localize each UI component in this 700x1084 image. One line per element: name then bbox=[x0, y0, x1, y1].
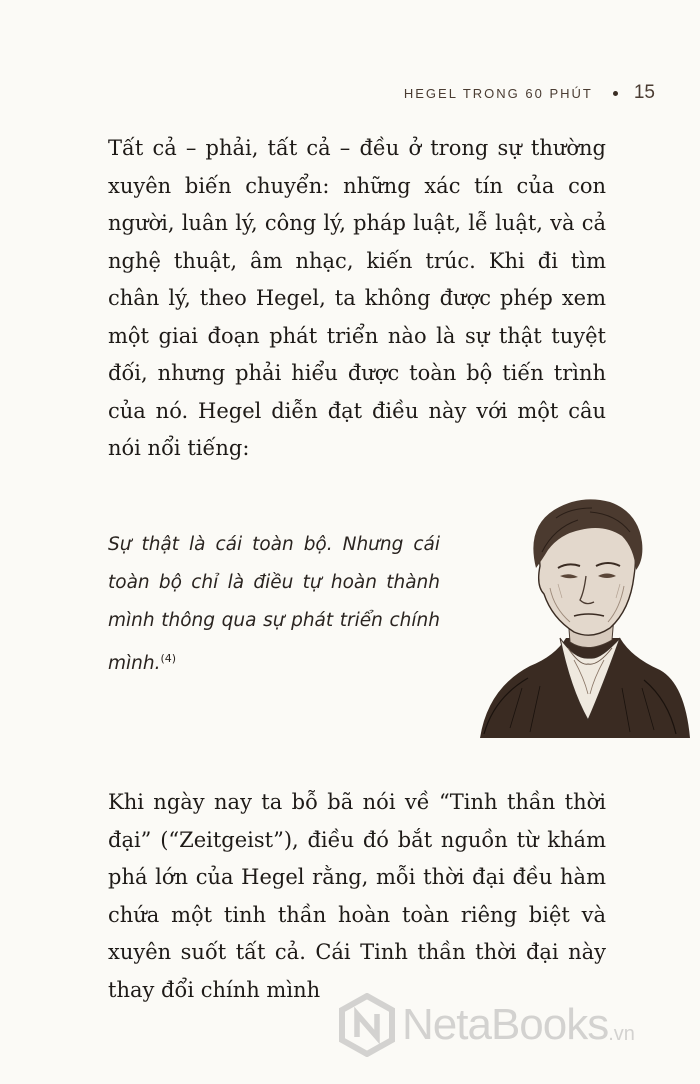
hegel-portrait-illustration bbox=[470, 488, 692, 738]
page-number: 15 bbox=[633, 82, 655, 103]
bullet-icon bbox=[613, 91, 618, 96]
running-header bbox=[300, 80, 655, 106]
watermark-brand: NetaBooks bbox=[402, 1000, 609, 1049]
watermark bbox=[338, 990, 688, 1060]
footnote-marker: (4) bbox=[160, 652, 177, 665]
body-paragraph-2: Khi ngày nay ta bỗ bã nói về “Tinh thần thời đại” (“Zeitgeist”), điều đó bắt nguồn từ khám phá lớn của Hegel rằng, mỗi thời đại đều hàm chứa một tinh thần hoàn toàn riêng biệt và xuyên suốt tất cả. Cái Tinh thần thời đại này thay đổi chính mình bbox=[108, 790, 606, 1002]
hegel-quote-text: Sự thật là cái toàn bộ. Nhưng cái toàn bộ chỉ là điều tự hoàn thành mình thông qua sự phát triển chính mình. bbox=[108, 534, 440, 675]
watermark-suffix: .vn bbox=[608, 1022, 635, 1045]
hegel-quote bbox=[108, 526, 440, 683]
netabooks-logo-icon bbox=[338, 993, 396, 1057]
running-header-title: HEGEL TRONG 60 PHÚT bbox=[403, 85, 593, 101]
body-paragraph-1: Tất cả – phải, tất cả – đều ở trong sự thường xuyên biến chuyển: những xác tín của con người, luân lý, công lý, pháp luật, lễ luật, và cả nghệ thuật, âm nhạc, kiến trúc. Khi đi tìm chân lý, theo Hegel, ta không được phép xem một giai đoạn phát triển nào là sự thật tuyệt đối, nhưng phải hiểu được toàn bộ tiến trình của nó. Hegel diễn đạt điều này với một câu nói nổi tiếng: bbox=[108, 136, 606, 460]
